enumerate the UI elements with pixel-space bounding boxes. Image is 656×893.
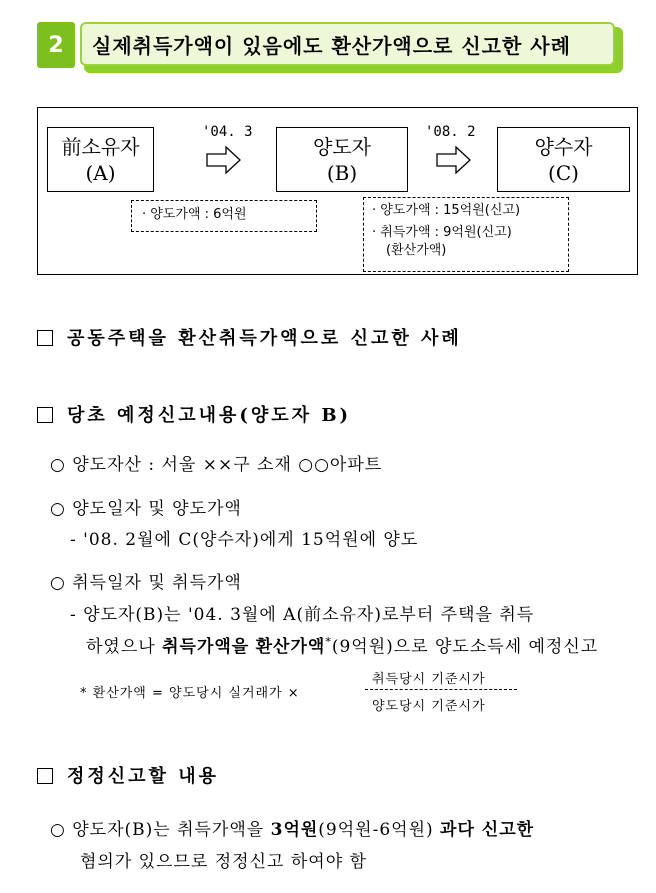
detail-emphasis: 취득가액을 bbox=[162, 637, 250, 657]
party-a-code: (A) bbox=[85, 160, 116, 185]
party-a-name: 前소유자 bbox=[61, 134, 140, 159]
item-transfer-asset: ○ 양도자산 : 서울 ××구 소재 ○○아파트 bbox=[50, 455, 383, 475]
item-correction-1 bbox=[50, 815, 534, 840]
party-b-code: (B) bbox=[326, 160, 358, 185]
heading-case-text: 공동주택을 환산취득가액으로 신고한 사례 bbox=[67, 328, 462, 349]
item-acquisition-date: ○ 취득일자 및 취득가액 bbox=[50, 573, 242, 593]
party-c-box bbox=[497, 127, 630, 192]
item-transfer-date: ○ 양도일자 및 양도가액 bbox=[50, 499, 242, 519]
detail-emphasis: 환산가액 bbox=[255, 637, 326, 657]
formula-label: * 환산가액 = 양도당시 실거래가 × bbox=[80, 686, 300, 701]
square-bullet-icon bbox=[37, 330, 53, 346]
party-c-code: (C) bbox=[548, 160, 579, 185]
party-a-box bbox=[47, 127, 154, 192]
party-b-box bbox=[276, 127, 408, 192]
note-acquisition-price-b: · 취득가액 : 9억원(신고) bbox=[372, 225, 512, 240]
note-transfer-price-b: · 양도가액 : 15억원(신고) bbox=[372, 203, 521, 218]
item-transfer-date-detail: - '08. 2월에 C(양수자)에게 15억원에 양도 bbox=[70, 530, 419, 550]
note-transfer-price-a bbox=[131, 200, 317, 232]
detail-text: 하였으나 bbox=[86, 637, 163, 657]
heading-case bbox=[37, 324, 462, 350]
correction-emphasis: 과다 신고한 bbox=[440, 820, 535, 840]
transfer-date-1: '04. 3 bbox=[202, 124, 253, 140]
heading-correction-text: 정정신고할 내용 bbox=[67, 766, 219, 787]
section-number-badge: 2 bbox=[37, 22, 75, 68]
correction-emphasis: 3억원 bbox=[270, 820, 319, 840]
note-transfer-b bbox=[363, 197, 569, 272]
heading-initial-report-text: 당초 예정신고내용(양도자 B) bbox=[67, 405, 352, 426]
note-converted-price: (환산가액) bbox=[386, 243, 447, 258]
heading-correction bbox=[37, 762, 219, 788]
party-b-name: 양도자 bbox=[313, 134, 371, 159]
fraction-bar bbox=[365, 689, 517, 690]
formula-denominator: 양도당시 기준시가 bbox=[372, 699, 486, 714]
item-correction-2: 혐의가 있으므로 정정신고 하여야 함 bbox=[80, 852, 367, 872]
detail-text: (9억원)으로 양도소득세 예정신고 bbox=[331, 637, 599, 657]
arrow-right-icon bbox=[436, 146, 472, 174]
item-acquisition-detail-2 bbox=[86, 632, 598, 657]
page-title: 실제취득가액이 있음에도 환산가액으로 신고한 사례 bbox=[80, 22, 615, 66]
formula-numerator: 취득당시 기준시가 bbox=[372, 672, 486, 687]
heading-initial-report bbox=[37, 401, 351, 427]
arrow-right-icon bbox=[206, 146, 242, 174]
party-c-name: 양수자 bbox=[534, 134, 593, 159]
note-transfer-price-a-text: · 양도가액 : 6억원 bbox=[142, 207, 247, 222]
footnote-mark: * bbox=[325, 635, 332, 649]
correction-text: ○ 양도자(B)는 취득가액을 bbox=[50, 820, 271, 840]
square-bullet-icon bbox=[37, 768, 53, 784]
item-acquisition-detail-1: - 양도자(B)는 '04. 3월에 A(前소유자)로부터 주택을 취득 bbox=[70, 605, 535, 625]
transfer-date-2: '08. 2 bbox=[425, 124, 476, 140]
square-bullet-icon bbox=[37, 407, 53, 423]
correction-text: (9억원-6억원) bbox=[318, 820, 441, 840]
